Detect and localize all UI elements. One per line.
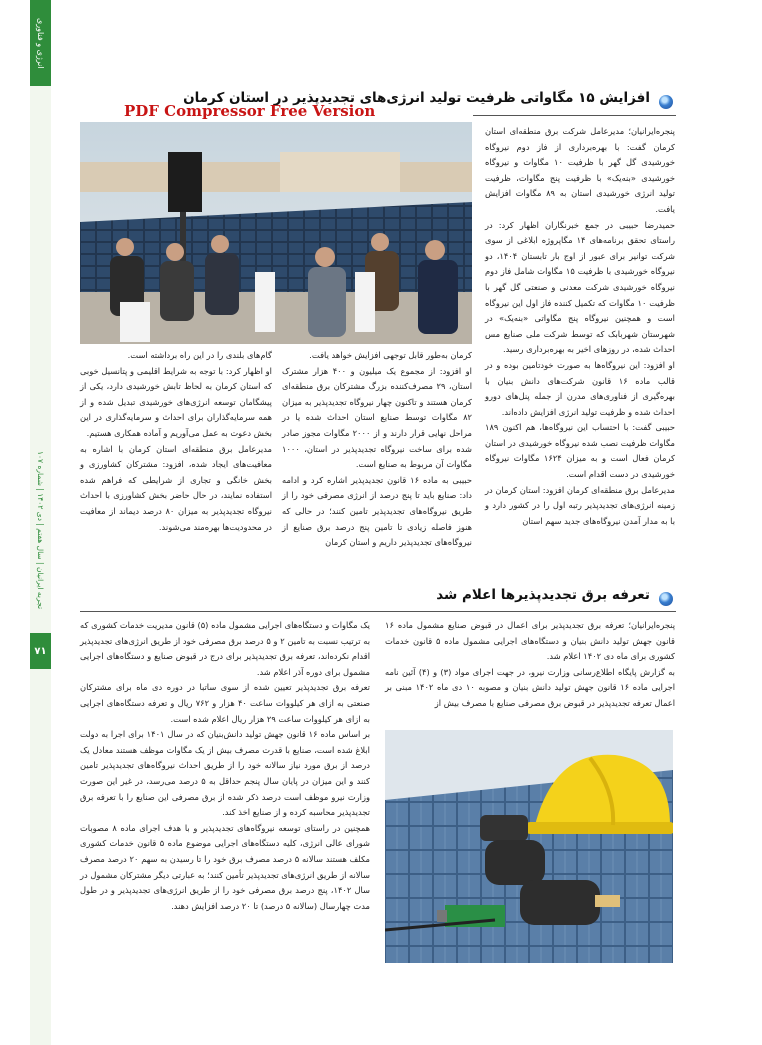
page-number: ۷۱ [30, 633, 51, 669]
paragraph: مدیرعامل برق منطقه‌ای کرمان افزود: استان کرمان در زمینه انرژی‌های تجدیدپذیر رتبه اول را در کشور دارد و با به مدار آمدن نیروگاه‌های جدید سهم استان [485, 484, 675, 526]
paragraph: همچنین در راستای توسعه نیروگاه‌های تجدیدپذیر و با هدف اجرای ماده ۸ مصوبات شورای عالی انرژی، کلیه دستگاه‌های اجرایی موضوع ماده ۵ قانون خدمات کشوری مکلف هستند سالانه ۵ درصد مصرف برق خود را تا رسیدن به سهم ۲۰ درصد مصرف سالانه از طریق انرژی‌های تجدیدپذیر تأمین کنند؛ به عبارتی دیگر مشترکان مشمول در سال ۱۴۰۲، پنج درصد برق مصرفی خود را از طریق انرژی‌های تجدیدپذیر و در طول مدت چهارسال (سالانه ۵ درصد) تا ۲۰ درصد افزایش دهند. [79, 822, 371, 911]
magazine-issue-label: تجربه ایرانیان | سال هفتم | دی ۱۴۰۲ | شماره ۱۰۷ [36, 450, 45, 610]
title-bullet-icon [659, 95, 673, 109]
photo-solar-plant-ceremony-image [80, 122, 472, 344]
section-tab-label: انرژی و فناوری [36, 17, 45, 69]
paragraph: کرمان به‌طور قابل توجهی افزایش خواهد یافت. [309, 350, 472, 360]
paragraph: به گزارش پایگاه اطلاع‌رسانی وزارت نیرو، در جهت اجرای مواد (۳) و (۴) آئین نامه اجرایی ماده ۱۶ قانون جهش تولید دانش بنیان و مصوبه ۱۰ دی ماه ۱۴۰۲ مبنی بر اعمال تعرفه تجدیدپذیر در قبوض برق مصرفی صنایع با مصرف بیش از [385, 666, 675, 708]
paragraph: مدیرعامل برق منطقه‌ای استان کرمان با اشاره به معافیت‌های ایجاد شده، افزود: مشترکان کشاورزی و بخش خانگی و تجاری از شرایطی که فراهم شده استفاده نمایند، در حال حاضر بخش کشاورزی با احداث نیروگاه تجدیدپذیر به میزان ۸۰ درصد دیماند از معافیت در محدودیت‌ها بهره‌مند می‌شوند. [80, 443, 272, 532]
article1-column-left [80, 348, 272, 535]
photo-solar-plant-ceremony [80, 122, 472, 344]
article1-column-middle [282, 348, 472, 551]
paragraph: گام‌های بلندی را در این راه برداشته است. [127, 350, 272, 360]
title-bullet-icon [659, 592, 673, 606]
paragraph: او اظهار کرد: با توجه به شرایط اقلیمی و پتانسیل خوبی که استان کرمان به لحاظ تابش خورشیدی دارد، یکی از پیشگامان توسعه انرژی‌های خورشیدی تبدیل شده و از همه سرمایه‌گذاران برای احداث و سرمایه‌گذاری در این بخش دعوت به عمل می‌آوریم و آماده همکاری هستیم. [80, 365, 272, 438]
article2-column-left [80, 618, 370, 914]
paragraph: تعرفه برق تجدیدپذیر تعیین شده از سوی ساتبا در دوره دی ماه برای مشترکان صنعتی به ازای هر کیلووات ساعت ۴۰ هزار و ۷۶۲ ریال و تعرفه دستگاه‌های اجرایی به ازای هر کیلووات ساعت ۲۹ هزار ریال اعلام شده است. [80, 682, 370, 724]
article2-title: تعرفه برق تجدیدپذیرها اعلام شد [436, 587, 650, 603]
photo-solar-panel-technician [385, 730, 673, 963]
paragraph: پنجره‌ایرانیان؛ مدیرعامل شرکت برق منطقه‌ای استان کرمان گفت: با بهره‌برداری از فاز دوم نیروگاه خورشیدی گل گهر با ظرفیت ۱۰ مگاوات و نیروگاه خورشیدی «بنه‌یک» با ظرفیت پنج مگاوات، ظرفیت تولید انرژی خورشیدی استان به ۸۹ مگاوات افزایش یافت. [485, 126, 675, 214]
title-underline [80, 611, 676, 612]
watermark-text: PDF Compressor Free Version [124, 102, 376, 120]
paragraph: حمیدرضا حبیبی در جمع خبرنگاران اظهار کرد: در راستای تحقق برنامه‌های ۱۴ مگاپروژه ابلاغی از سوی شرکت توانیر برای عبور از اوج بار تابستان ۱۴۰۴، دو نیروگاه خورشیدی با ظرفیت ۱۵ مگاوات شامل فاز دوم نیروگاه خورشیدی شرکت معدنی و صنعتی گل گهر با ظرفیت ۱۰ مگاوات که تکمیل کننده فاز اول این نیروگاه است و همچنین نیروگاه پنج مگاواتی «بنه‌یک» در شهرستان شهربابک که توسط شرکت ملی صنایع مس احداث شده، در روزهای اخیر به بهره‌برداری رسید. [485, 219, 675, 355]
paragraph: او افزود: این نیروگاه‌ها به صورت خودتامین بوده و در قالب ماده ۱۶ قانون شرکت‌های دانش بنیان با بهره‌گیری از فناوری‌های مدرن از جمله پنل‌های دورو احداث شده و ظرفیت تولید انرژی افزایش داده‌اند. [485, 359, 675, 417]
title-underline [473, 115, 676, 116]
paragraph: پنجره‌ایرانیان؛ تعرفه برق تجدیدپذیر برای اعمال در قبوض صنایع مشمول ماده ۱۶ قانون جهش تولید دانش بنیان و دستگاه‌های اجرایی مشمول ماده ۵ قانون خدمات کشوری برای ماه دی ۱۴۰۲ اعلام شد. [385, 620, 675, 662]
paragraph: او افزود: از مجموع یک میلیون و ۴۰۰ هزار مشترک استان، ۲۹ مصرف‌کننده بزرگ مشترکان برق منطقه‌ای کرمان هستند و تاکنون چهار نیروگاه تجدیدپذیر به میزان ۸۲ مگاوات توسط صنایع استان احداث شده یا در مراحل نهایی قرار دارند و از ۲۰۰۰ مگاوات مجوز صادر شده برای ساخت نیروگاه تجدیدپذیر در استان، ۱۰۰۰ مگاوات آن مربوط به صنایع است. [282, 365, 472, 470]
paragraph: بر اساس ماده ۱۶ قانون جهش تولید دانش‌بنیان که در سال ۱۴۰۱ برای اجرا به دولت ابلاغ شده است، صنایع با قدرت مصرف بیش از یک مگاوات موظف هستند معادل یک درصد از برق مورد نیاز سالانه خود را از طریق احداث نیروگاه‌های تجدیدپذیر تامین کنند و این میزان در پایان سال پنجم حداقل به ۵ درصد می‌رسد، در غیر این صورت وزارت نیرو موظف است درصد ذکر شده از برق مصرفی این صنایع را با تعرفه برق تجدیدپذیر محاسبه کرده و از صنایع اخذ کند. [80, 729, 371, 818]
article1-column-right [485, 124, 675, 529]
article1-title: افزایش ۱۵ مگاواتی ظرفیت تولید انرژی‌های تجدیدپذیر در استان کرمان [183, 90, 650, 106]
paragraph: حبیبی گفت: با احتساب این نیروگاه‌ها، هم اکنون ۱۸۹ مگاوات ظرفیت نصب شده نیروگاه خورشیدی در استان کرمان فعال است و به میزان ۱۶۲۴ مگاوات نیروگاه خورشیدی در دست اقدام است. [485, 422, 675, 480]
paragraph: حبیبی به ماده ۱۶ قانون تجدیدپذیر اشاره کرد و ادامه داد: صنایع باید تا پنج درصد از انرژی مصرفی خود را از طریق نیروگاه‌های تجدیدپذیر تامین کنند؛ در حالی که هنوز فاصله زیادی تا تامین پنج درصد برق صنایع از نیروگاه‌های تجدیدپذیر داریم و استان کرمان [282, 474, 472, 548]
paragraph: یک مگاوات و دستگاه‌های اجرایی مشمول ماده (۵) قانون مدیریت خدمات کشوری که به ترتیب نسبت به تامین ۲ و ۵ درصد برق مصرفی خود از طریق انرژی‌های تجدیدپذیر اقدام نکرده‌اند، تعرفه برق تجدیدپذیر برای درج در قبوض صنایع و دستگاه‌های اجرایی مشمول برای دوره آذر اعلام شد. [80, 620, 371, 677]
photo-solar-panel-technician-image [385, 730, 673, 963]
article2-column-right [385, 618, 675, 712]
